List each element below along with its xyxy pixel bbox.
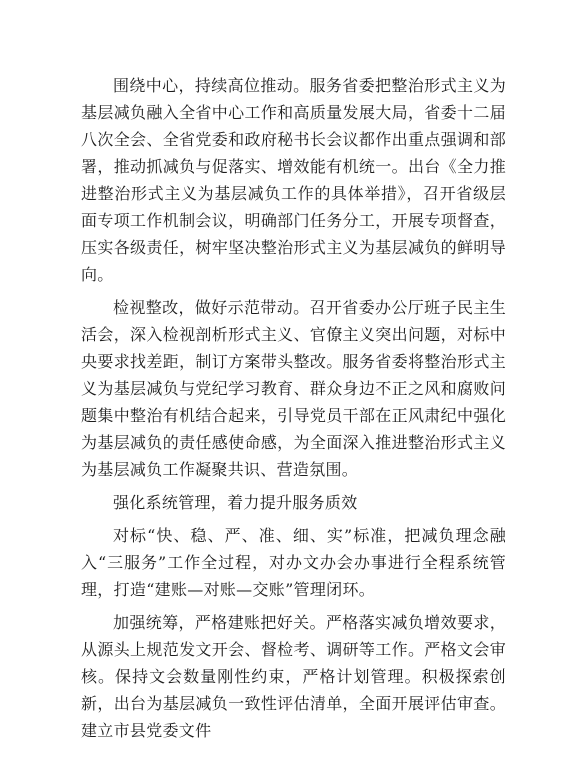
section-heading: 强化系统管理，着力提升服务质效	[113, 493, 358, 512]
document-body	[81, 72, 506, 744]
paragraph-central-focus: 围绕中心，持续高位推动。服务省委把整治形式主义为基层减负融入全省中心工作和高质量发展大局，省委十二届八次全会、全省党委和政府秘书长会议都作出重点强调和部署，推动抓减负与促落实、增效能有机统一。出台《全力推进整治形式主义为基层减负工作的具体举措》，召开省级层面专项工作机制会议，明确部门任务分工，开展专项督查，压实各级责任，树牢坚决整治形式主义为基层减负的鲜明导向。	[81, 76, 506, 284]
paragraph-standards: 对标“快、稳、严、准、细、实”标准，把减负理念融入“三服务”工作全过程，对办文办会办事进行全程系统管理，打造“建账—对账—交账”管理闭环。	[81, 526, 506, 599]
paragraph-coordination: 加强统筹，严格建账把好关。严格落实减负增效要求，从源头上规范发文开会、督检考、调研等工作。严格文会审核。保持文会数量刚性约束，严格计划管理。积极探索创新，出台为基层减负一致性评估清单，全面开展评估审查。建立市县党委文件	[81, 613, 506, 740]
paragraph-review-rectification: 检视整改，做好示范带动。召开省委办公厅班子民主生活会，深入检视剖析形式主义、官僚主义突出问题，对标中央要求找差距，制订方案带头整改。服务省委将整治形式主义为基层减负与党纪学习教育、群众身边不正之风和腐败问题集中整治有机结合起来，引导党员干部在正风肃纪中强化为基层减负的责任感使命感，为全面深入推进整治形式主义为基层减负工作凝聚共识、营造氛围。	[81, 298, 506, 479]
